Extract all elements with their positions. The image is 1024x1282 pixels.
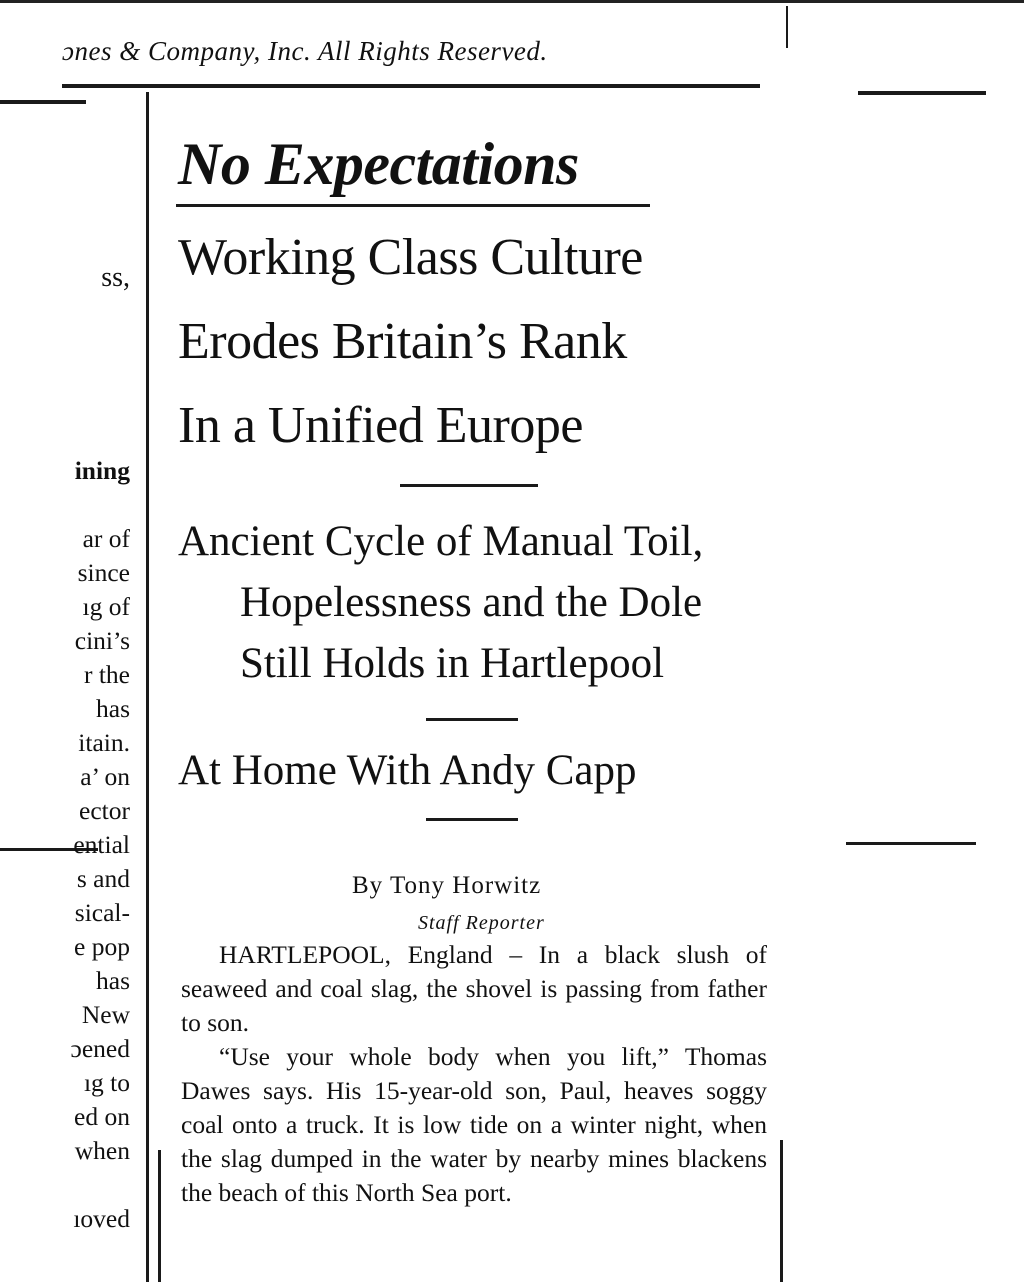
crop-mark-top (786, 6, 788, 48)
left-column-fragments (0, 454, 130, 1236)
byline-role: Staff Reporter (418, 912, 545, 934)
left-column-line: when (74, 1136, 130, 1165)
article-body (181, 938, 767, 1210)
left-column-line: ar of (82, 524, 130, 553)
left-margin-mark (0, 100, 86, 104)
deck-line-1: Ancient Cycle of Manual Toil, (178, 518, 704, 565)
right-margin-mark-top (858, 91, 986, 95)
byline-name-first: Tony (390, 872, 446, 899)
headline-line-2: Erodes Britain’s Rank (178, 313, 627, 370)
left-column-line: ıg of (82, 592, 130, 621)
headline-line-3: In a Unified Europe (178, 397, 583, 454)
paragraph-1: HARTLEPOOL, England – In a black slush of seaweed and coal slag, the shovel is passing from father to son. (181, 940, 767, 1037)
left-column-line: e pop (74, 932, 130, 961)
left-column-line: ıoved (73, 1204, 130, 1233)
crop-mark-bottom-left (158, 1150, 161, 1282)
subhead: At Home With Andy Capp (178, 747, 637, 794)
left-column-line: since (77, 558, 130, 587)
column-divider (146, 92, 149, 1282)
byline-name-last: Horwitz (452, 872, 542, 899)
left-column-line: ential (73, 830, 130, 859)
deck-line-2: Hopelessness and the Dole (240, 579, 703, 626)
left-column-line: sical- (74, 898, 130, 927)
paragraph-2: “Use your whole body when you lift,” Thomas Dawes says. His 15-year-old son, Paul, heaves soggy coal onto a truck. It is low tide on a winter night, when the slag dumped in the water by nearby mines blackens the beach of this North Sea port. (181, 1042, 767, 1207)
divider-2 (426, 718, 518, 721)
left-column-line: New (81, 1000, 130, 1029)
top-edge (0, 0, 1024, 3)
left-column-line: ɔened (70, 1034, 130, 1063)
deck-line-3: Still Holds in Hartlepool (240, 640, 665, 687)
divider-3 (426, 818, 518, 821)
left-column-heading: ining (74, 456, 130, 485)
left-column-line: r the (83, 660, 130, 689)
byline-prefix: By (352, 872, 384, 899)
left-column-line (0, 1168, 130, 1202)
kicker: No Expectations (178, 131, 579, 197)
left-column-line: s and (76, 864, 130, 893)
left-column-line: cini’s (74, 626, 130, 655)
crop-mark-bottom-right (780, 1140, 783, 1282)
left-column-line: ıg to (83, 1068, 130, 1097)
left-column-line: ector (79, 796, 130, 825)
left-column-line: has (96, 694, 130, 723)
kicker-underline (176, 204, 650, 207)
left-column-lines (0, 522, 130, 1236)
copyright-line: ɔnes & Company, Inc. All Rights Reserved. (62, 36, 548, 66)
left-column-line: ed on (74, 1102, 130, 1131)
byline (352, 872, 541, 900)
masthead-rule (62, 84, 760, 88)
left-column-line: a’ on (80, 762, 130, 791)
headline-line-1: Working Class Culture (178, 229, 643, 286)
divider-1 (400, 484, 538, 487)
left-column-line: has (96, 966, 130, 995)
left-column-fragment-top: ss, (101, 262, 130, 293)
left-column-line: itain. (78, 728, 130, 757)
right-margin-mark-bottom (846, 842, 976, 845)
